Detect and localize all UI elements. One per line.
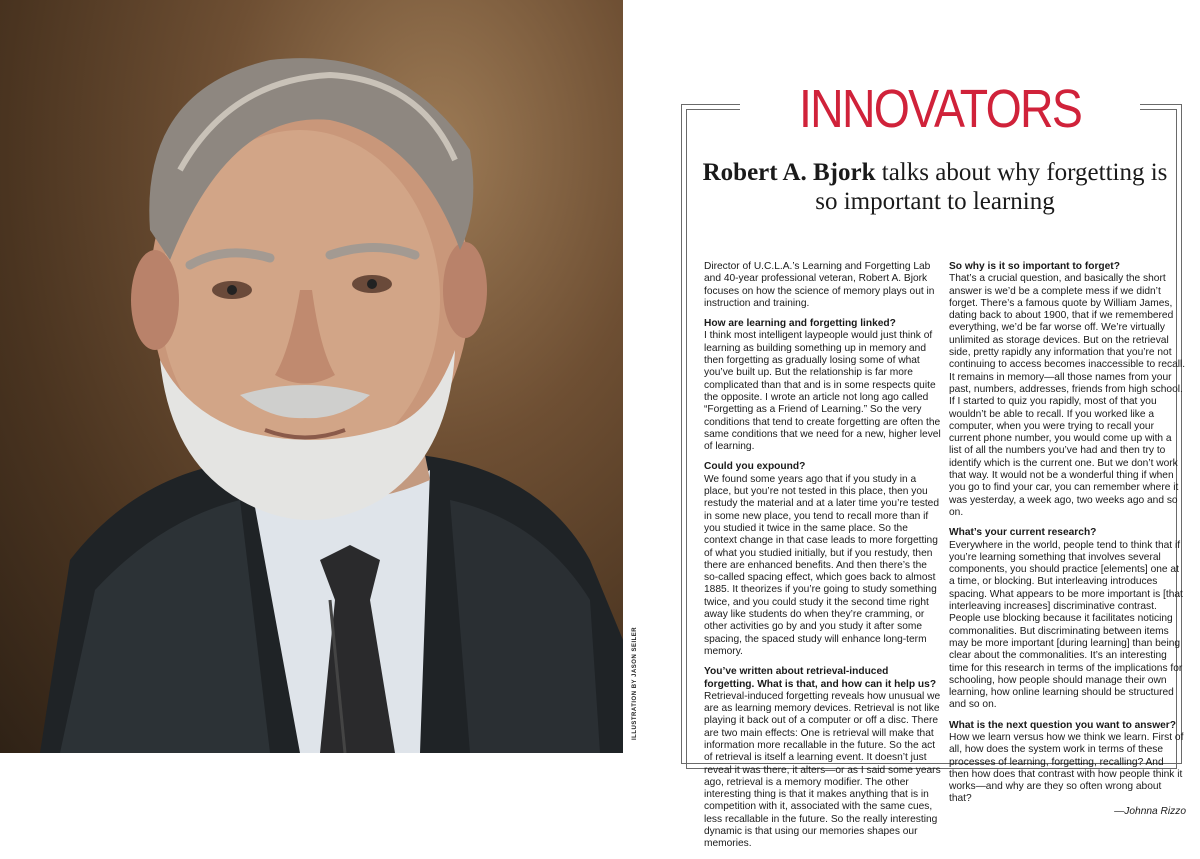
answer: We found some years ago that if you study in a place, but you’re not tested in this place, then you restudy the material and at a later time you’re tested in some new place, you tend to recall more than if you studied it twice in the same place. So the context change in that case leads to more forgetting of what you studied initially, but if you restudy, then there are enhanced benefits. And then there’s the so-called spacing effect, which goes back to almost 1885. It theorizes if you’re going to study something twice, and you could study it the second time right away like students do when they’re cramming, or other activities go by and you study it after some spacing, the spaced study will enhance long-term memory.	[704, 473, 939, 657]
answer: Retrieval-induced forgetting reveals how unusual we are as learning memory devices. Retrieval is not like playing it back out of a computer or off a disc. There are two main effects: One is retrieval will make that information more recallable in the future. So the act of retrieval is itself a learning event. It doesn’t just reveal it was there, it alters—or as I said some years ago, retrieval is a memory modifier. The other interesting thing is that it makes anything that is in competition with it, associated with the same cues, less recallable in the future. So the really interesting dynamic is that using our memories shapes our memories.	[704, 690, 941, 850]
question: You’ve written about retrieval-induced forgetting. What is that, and how can it help us?	[704, 666, 937, 690]
question: Could you expound?	[704, 461, 806, 473]
photo-credit: ILLUSTRATION BY JASON SEILER	[632, 626, 638, 740]
answer: That’s a crucial question, and basically the short answer is we’d be a complete mess if we didn’t forget. There’s a famous quote by William James, dating back to about 1900, that if we remembered everything, we’d be far worse off. We’re virtually unlimited as storage devices. But on the retrieval side, pretty rapidly any information that you’re not continuing to access becomes inaccessible to recall. It remains in memory—all those names from your past, numbers, addresses, friends from high school. If I started to quiz you rapidly, most of that you wouldn’t be able to recall. If you worked like a computer, when you were trying to recall your current phone number, you would come up with a list of all the numbers you’ve had and then try to identify which is the current one. But we don’t work that way. It would not be a wonderful thing if when you go to find your car, you can remember where it was yesterday, a week ago, two weeks ago and so on.	[949, 273, 1186, 518]
article-column-left	[704, 261, 941, 859]
article-column-right	[949, 261, 1186, 826]
qa-block	[704, 666, 941, 850]
qa-block	[704, 461, 941, 658]
question: What’s your current research?	[949, 527, 1097, 539]
byline: —Johnna Rizzo	[1114, 805, 1186, 817]
answer: How we learn versus how we think we learn. First of all, how does the system work in terms of these processes of learning, forgetting, recalling? And then how does that contrast with how people think it works—and why are they so often wrong about that?	[949, 731, 1184, 805]
article-headline	[700, 158, 1170, 216]
question: How are learning and forgetting linked?	[704, 318, 896, 330]
qa-block	[949, 527, 1186, 711]
headline-name: Robert A. Bjork	[702, 159, 876, 186]
qa-block	[704, 318, 941, 453]
section-title: INNOVATORS	[790, 78, 1089, 140]
qa-block	[949, 720, 1186, 818]
qa-block	[949, 261, 1186, 519]
question: What is the next question you want to answer?	[949, 719, 1176, 731]
answer: Everywhere in the world, people tend to think that if you’re learning something that involves several components, you should practice [elements] one at a time, or blocking. But interleaving introduces spacing. What appears to be more important is [that interleaving increases] discriminative contrast. People use blocking because it facilitates noticing commonalities. But discriminating between items may be more important [during learning] than being clear about the commonalities. It’s an interesting time for this research in terms of the implications for schooling, how people should manage their own learning, how online learning should be structured and so on.	[949, 539, 1183, 711]
answer: I think most intelligent laypeople would just think of learning as building something up in memory and then forgetting as gradually losing some of what you’ve built up. But the relationship is far more complicated than that and is in some respects quite the opposite. I wrote an article not long ago called “Forgetting as a Friend of Learning.” So the very conditions that tend to create forgetting are often the same conditions that we need for a new, higher level of learning.	[704, 330, 941, 453]
headline-rest: talks about why forgetting is so important to learning	[815, 159, 1168, 215]
question: So why is it so important to forget?	[949, 261, 1120, 272]
section-masthead	[740, 78, 1140, 140]
portrait-drawing	[0, 0, 623, 753]
intro-paragraph: Director of U.C.L.A.’s Learning and Forgetting Lab and 40-year professional veteran, Robert A. Bjork focuses on how the science of memory plays out in instruction and training.	[704, 261, 935, 309]
portrait-illustration	[0, 0, 623, 753]
